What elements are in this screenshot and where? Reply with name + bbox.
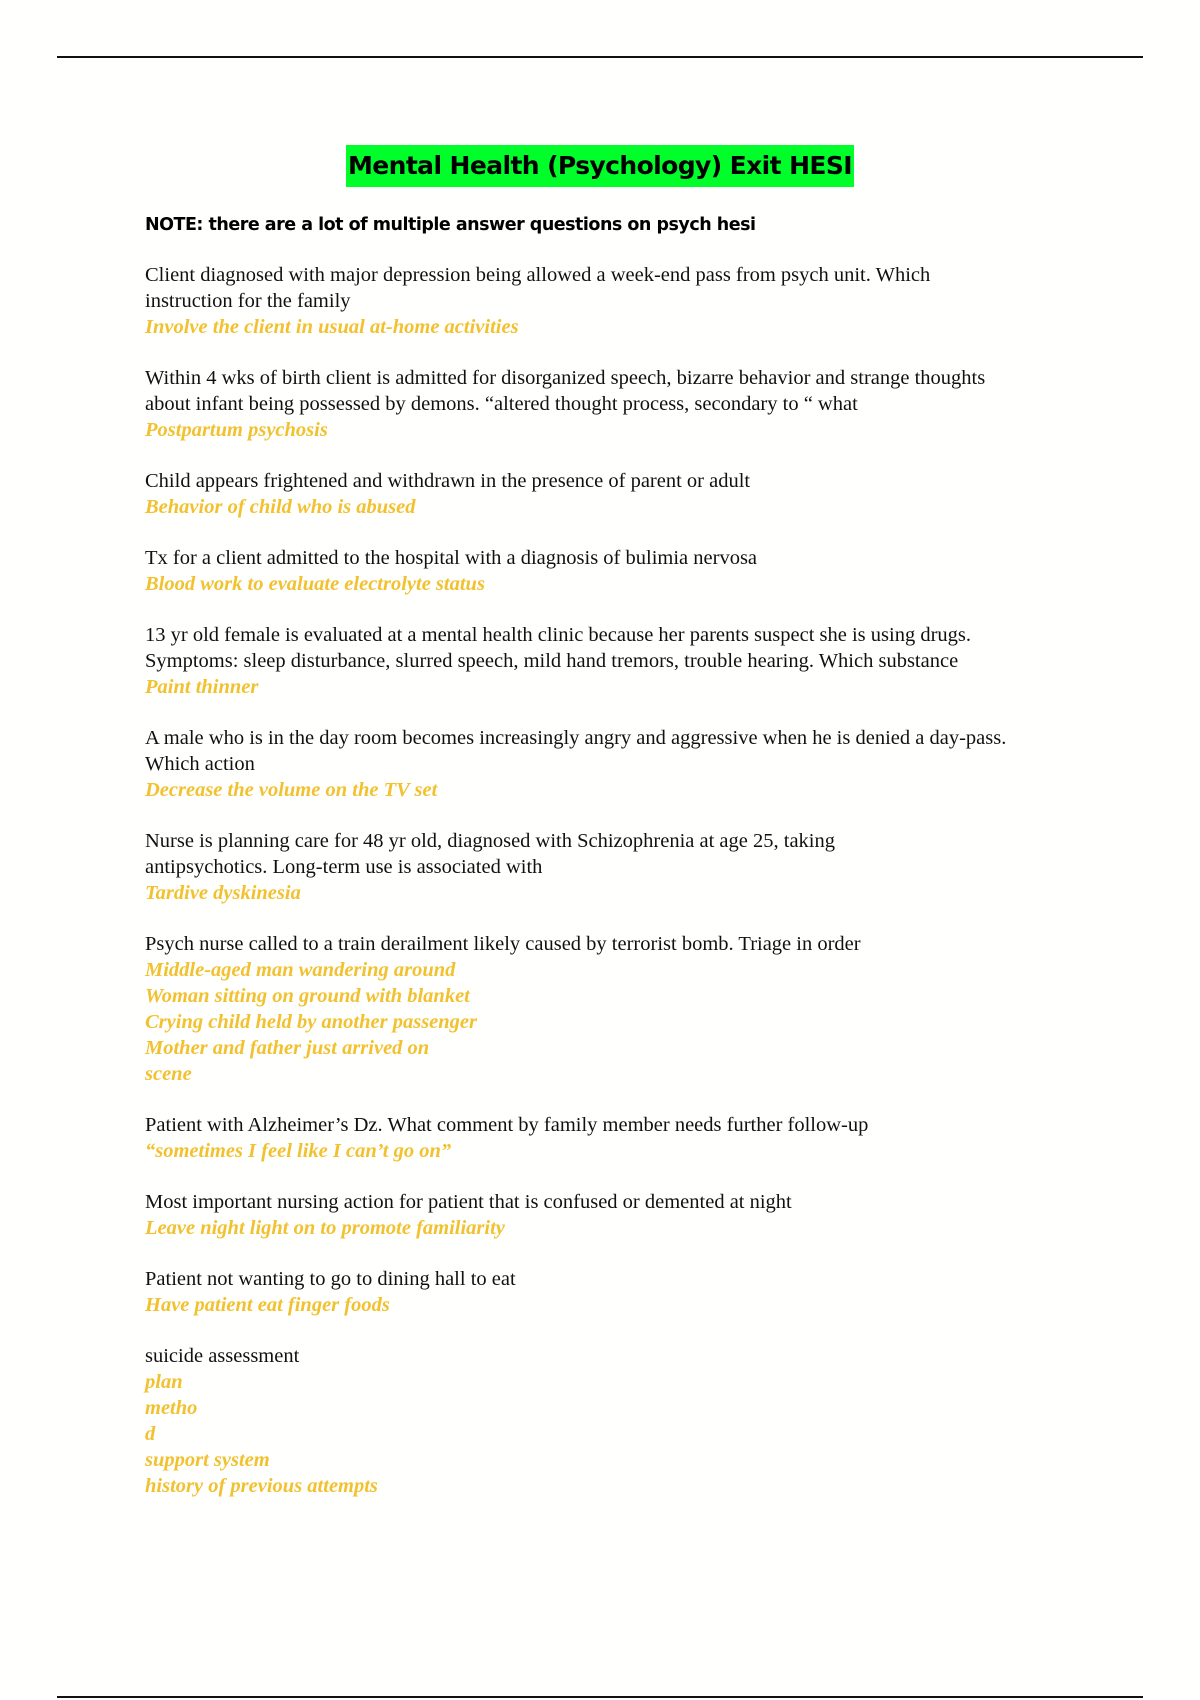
question-line: Client diagnosed with major depression being allowed a week-end pass from psych unit. Which — [145, 264, 931, 286]
answer-line: Postpartum psychosis — [145, 419, 328, 441]
question-line: Most important nursing action for patient that is confused or demented at night — [145, 1191, 792, 1213]
question-line: Within 4 wks of birth client is admitted for disorganized speech, bizarre behavior and strange thoughts — [145, 367, 986, 389]
question-line: about infant being possessed by demons. “altered thought process, secondary to “ what — [145, 393, 858, 415]
question-line: Patient not wanting to go to dining hall to eat — [145, 1268, 516, 1290]
question-line: Which action — [145, 753, 255, 775]
answer-line: plan — [145, 1371, 183, 1393]
qa-item — [145, 725, 1085, 803]
question-line: Child appears frightened and withdrawn in the presence of parent or adult — [145, 470, 751, 492]
qa-item — [145, 1266, 1085, 1318]
footer-rule — [57, 1696, 1143, 1698]
question-line: 13 yr old female is evaluated at a mental health clinic because her parents suspect she is using drugs. — [145, 624, 971, 646]
answer-line: Middle-aged man wandering around — [145, 959, 456, 981]
question-line: suicide assessment — [145, 1345, 300, 1367]
question-line: A male who is in the day room becomes increasingly angry and aggressive when he is denied a day-pass. — [145, 727, 1007, 749]
qa-item — [145, 545, 1085, 597]
answer-line: Crying child held by another passenger — [145, 1011, 478, 1033]
header-rule — [57, 56, 1143, 58]
answer-line: Tardive dyskinesia — [145, 882, 301, 904]
answer-line: Woman sitting on ground with blanket — [145, 985, 470, 1007]
qa-item — [145, 622, 1085, 700]
question-line: instruction for the family — [145, 290, 351, 312]
answer-line: “sometimes I feel like I can’t go on” — [145, 1140, 452, 1162]
title-container — [0, 145, 1200, 187]
answer-line: Decrease the volume on the TV set — [145, 779, 438, 801]
document-body — [145, 212, 1085, 1524]
qa-item — [145, 931, 1085, 1087]
answer-line: d — [145, 1423, 156, 1445]
qa-item — [145, 365, 1085, 443]
qa-item — [145, 1112, 1085, 1164]
answer-line: Behavior of child who is abused — [145, 496, 416, 518]
question-line: Psych nurse called to a train derailment likely caused by terrorist bomb. Triage in order — [145, 933, 861, 955]
answer-line: Have patient eat finger foods — [145, 1294, 390, 1316]
qa-item — [145, 1343, 1085, 1499]
answer-line: support system — [145, 1449, 270, 1471]
answer-line: Involve the client in usual at-home activities — [145, 316, 519, 338]
qa-item — [145, 1189, 1085, 1241]
question-line: Patient with Alzheimer’s Dz. What comment by family member needs further follow-up — [145, 1114, 869, 1136]
answer-line: Blood work to evaluate electrolyte status — [145, 573, 485, 595]
answer-line: Mother and father just arrived on — [145, 1037, 430, 1059]
question-line: Nurse is planning care for 48 yr old, diagnosed with Schizophrenia at age 25, taking — [145, 830, 835, 852]
qa-item — [145, 828, 1085, 906]
qa-list — [145, 262, 1085, 1499]
document-title: Mental Health (Psychology) Exit HESI — [346, 145, 854, 187]
answer-line: history of previous attempts — [145, 1475, 378, 1497]
qa-item — [145, 468, 1085, 520]
answer-line: metho — [145, 1397, 198, 1419]
answer-line: Leave night light on to promote familiarity — [145, 1217, 505, 1239]
question-line: antipsychotics. Long-term use is associated with — [145, 856, 543, 878]
answer-line: Paint thinner — [145, 676, 259, 698]
question-line: Tx for a client admitted to the hospital with a diagnosis of bulimia nervosa — [145, 547, 758, 569]
question-line: Symptoms: sleep disturbance, slurred speech, mild hand tremors, trouble hearing. Which substance — [145, 650, 959, 672]
qa-item — [145, 262, 1085, 340]
note-text: NOTE: there are a lot of multiple answer questions on psych hesi — [145, 215, 756, 235]
answer-line: scene — [145, 1063, 192, 1085]
